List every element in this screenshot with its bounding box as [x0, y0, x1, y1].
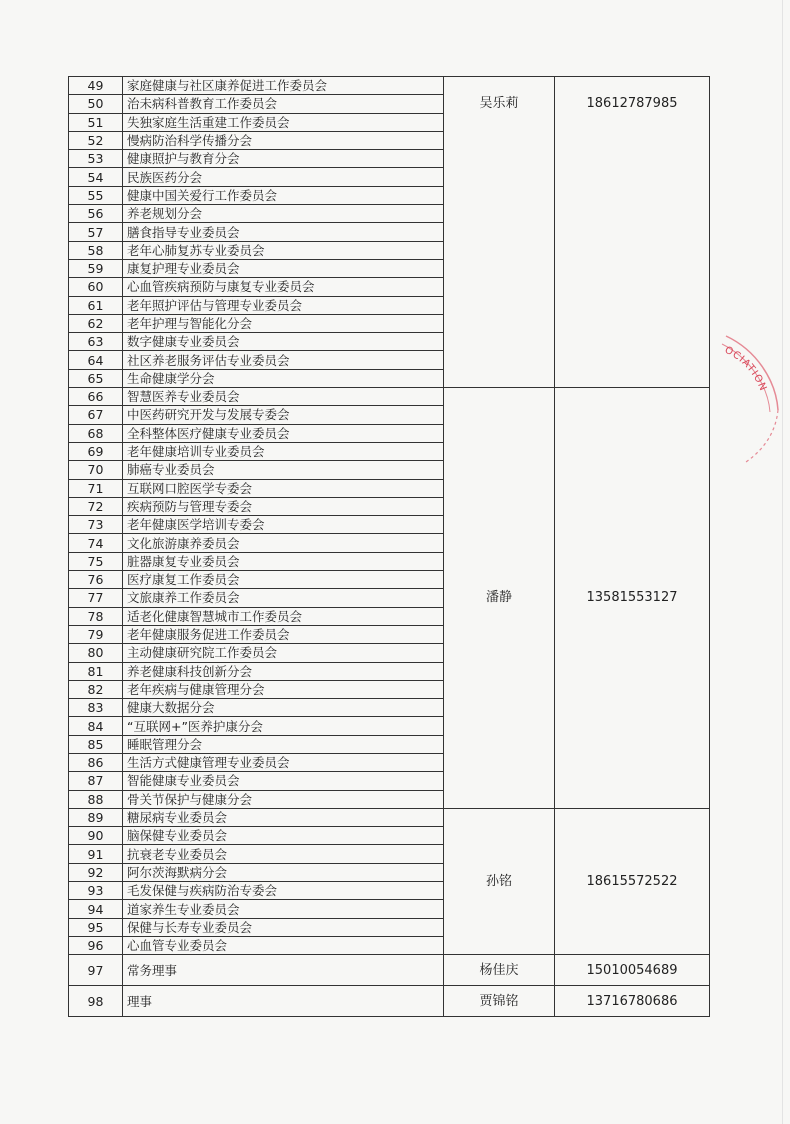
table-row	[69, 955, 710, 986]
committee-name: 老年健康培训专业委员会	[123, 442, 444, 460]
row-number: 53	[69, 150, 123, 168]
row-number: 81	[69, 662, 123, 680]
row-number: 95	[69, 918, 123, 936]
row-number: 92	[69, 863, 123, 881]
row-number: 87	[69, 772, 123, 790]
committee-name: 家庭健康与社区康养促进工作委员会	[123, 77, 444, 95]
row-number: 75	[69, 552, 123, 570]
row-number: 66	[69, 388, 123, 406]
row-number: 89	[69, 808, 123, 826]
row-number: 64	[69, 351, 123, 369]
committee-name: 道家养生专业委员会	[123, 900, 444, 918]
row-number: 73	[69, 516, 123, 534]
contact-person: 潘静	[444, 388, 555, 809]
row-number: 80	[69, 644, 123, 662]
row-number: 69	[69, 442, 123, 460]
committee-name: 养老规划分会	[123, 205, 444, 223]
committee-name: “互联网+”医养护康分会	[123, 717, 444, 735]
row-number: 55	[69, 186, 123, 204]
stamp-text: OCIATION	[722, 344, 769, 394]
committee-name: 老年护理与智能化分会	[123, 314, 444, 332]
committee-name: 阿尔茨海默病分会	[123, 863, 444, 881]
committee-name: 心血管专业委员会	[123, 936, 444, 954]
svg-text:OCIATION	[723, 345, 769, 394]
committee-name: 脑保健专业委员会	[123, 827, 444, 845]
committee-name: 慢病防治科学传播分会	[123, 131, 444, 149]
table-row	[69, 808, 710, 826]
row-number: 84	[69, 717, 123, 735]
row-number: 88	[69, 790, 123, 808]
row-number: 65	[69, 369, 123, 387]
row-number: 52	[69, 131, 123, 149]
committee-name: 中医药研究开发与发展专委会	[123, 406, 444, 424]
row-number: 54	[69, 168, 123, 186]
committee-name: 全科整体医疗健康专业委员会	[123, 424, 444, 442]
row-number: 83	[69, 699, 123, 717]
committee-contact-table	[68, 76, 710, 1017]
row-number: 60	[69, 278, 123, 296]
committee-name: 抗衰老专业委员会	[123, 845, 444, 863]
committee-name: 数字健康专业委员会	[123, 333, 444, 351]
row-number: 97	[69, 955, 123, 986]
contact-phone: 18615572522	[555, 808, 710, 954]
contact-person: 吴乐莉	[444, 77, 555, 388]
row-number: 74	[69, 534, 123, 552]
committee-name: 互联网口腔医学专委会	[123, 479, 444, 497]
committee-name: 理事	[123, 986, 444, 1017]
row-number: 49	[69, 77, 123, 95]
row-number: 77	[69, 589, 123, 607]
committee-name: 养老健康科技创新分会	[123, 662, 444, 680]
row-number: 61	[69, 296, 123, 314]
committee-name: 生活方式健康管理专业委员会	[123, 753, 444, 771]
table-row	[69, 388, 710, 406]
committee-name: 常务理事	[123, 955, 444, 986]
contact-phone: 18612787985	[555, 77, 710, 388]
row-number: 57	[69, 223, 123, 241]
committee-name: 老年疾病与健康管理分会	[123, 680, 444, 698]
row-number: 50	[69, 95, 123, 113]
committee-name: 毛发保健与疾病防治专委会	[123, 882, 444, 900]
committee-name: 老年照护评估与管理专业委员会	[123, 296, 444, 314]
contact-phone: 15010054689	[555, 955, 710, 986]
row-number: 76	[69, 571, 123, 589]
row-number: 63	[69, 333, 123, 351]
committee-name: 健康中国关爱行工作委员会	[123, 186, 444, 204]
committee-name: 医疗康复工作委员会	[123, 571, 444, 589]
committee-name: 心血管疾病预防与康复专业委员会	[123, 278, 444, 296]
committee-name: 膳食指导专业委员会	[123, 223, 444, 241]
page-edge-line	[782, 0, 783, 1124]
committee-name: 民族医药分会	[123, 168, 444, 186]
committee-name: 生命健康学分会	[123, 369, 444, 387]
red-seal-stamp	[716, 330, 786, 470]
committee-name: 疾病预防与管理专委会	[123, 497, 444, 515]
committee-name: 康复护理专业委员会	[123, 259, 444, 277]
committee-name: 主动健康研究院工作委员会	[123, 644, 444, 662]
row-number: 58	[69, 241, 123, 259]
row-number: 51	[69, 113, 123, 131]
committee-name: 健康照护与教育分会	[123, 150, 444, 168]
committee-name: 智能健康专业委员会	[123, 772, 444, 790]
contact-phone: 13581553127	[555, 388, 710, 809]
row-number: 67	[69, 406, 123, 424]
contact-person: 杨佳庆	[444, 955, 555, 986]
contact-person: 孙铭	[444, 808, 555, 954]
row-number: 82	[69, 680, 123, 698]
row-number: 72	[69, 497, 123, 515]
table-row	[69, 77, 710, 95]
row-number: 70	[69, 461, 123, 479]
row-number: 85	[69, 735, 123, 753]
row-number: 71	[69, 479, 123, 497]
row-number: 68	[69, 424, 123, 442]
row-number: 94	[69, 900, 123, 918]
committee-name: 骨关节保护与健康分会	[123, 790, 444, 808]
committee-name: 肺癌专业委员会	[123, 461, 444, 479]
committee-name: 适老化健康智慧城市工作委员会	[123, 607, 444, 625]
table-body	[69, 77, 710, 1017]
table-row	[69, 986, 710, 1017]
committee-name: 糖尿病专业委员会	[123, 808, 444, 826]
committee-name: 老年健康医学培训专委会	[123, 516, 444, 534]
contact-phone: 13716780686	[555, 986, 710, 1017]
contact-person: 贾锦铭	[444, 986, 555, 1017]
committee-name: 保健与长寿专业委员会	[123, 918, 444, 936]
row-number: 56	[69, 205, 123, 223]
row-number: 59	[69, 259, 123, 277]
row-number: 93	[69, 882, 123, 900]
committee-name: 老年心肺复苏专业委员会	[123, 241, 444, 259]
committee-name: 老年健康服务促进工作委员会	[123, 625, 444, 643]
row-number: 86	[69, 753, 123, 771]
row-number: 98	[69, 986, 123, 1017]
committee-name: 脏器康复专业委员会	[123, 552, 444, 570]
committee-name: 睡眠管理分会	[123, 735, 444, 753]
row-number: 91	[69, 845, 123, 863]
committee-name: 社区养老服务评估专业委员会	[123, 351, 444, 369]
row-number: 96	[69, 936, 123, 954]
row-number: 78	[69, 607, 123, 625]
committee-name: 治未病科普教育工作委员会	[123, 95, 444, 113]
committee-name: 智慧医养专业委员会	[123, 388, 444, 406]
row-number: 79	[69, 625, 123, 643]
committee-name: 健康大数据分会	[123, 699, 444, 717]
committee-name: 文旅康养工作委员会	[123, 589, 444, 607]
row-number: 62	[69, 314, 123, 332]
row-number: 90	[69, 827, 123, 845]
committee-name: 失独家庭生活重建工作委员会	[123, 113, 444, 131]
committee-name: 文化旅游康养委员会	[123, 534, 444, 552]
